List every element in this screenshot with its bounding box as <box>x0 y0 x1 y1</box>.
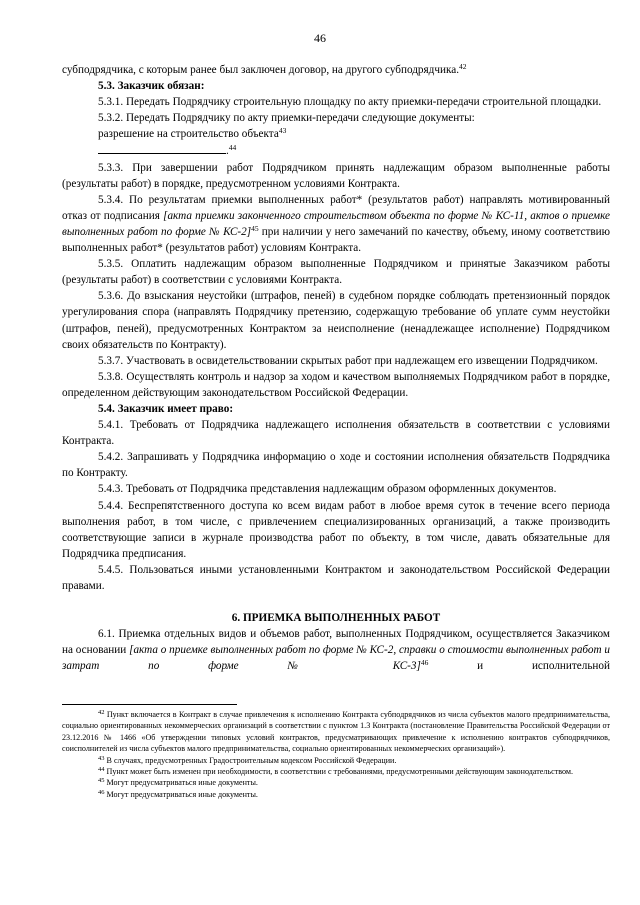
blank-field[interactable] <box>98 142 226 154</box>
clause-5-3-2-item-text: разрешение на строительство объекта <box>98 128 279 141</box>
clause-5-3-4-text-a: 5.3.4. По результатам приемки выполненных работ* (результатов работ) направлять мотивированный отказ от подписания <box>62 193 610 222</box>
clause-5-3-6: 5.3.6. До взыскания неустойки (штрафов, пеней) в судебном порядке соблюдать претензионный порядок урегулирования спора (направлять Подрядчику претензию, содержащую требование об уплате сумм неустойки (штрафов, пеней), предусмотренных Контрактом за неисполнение (ненадлежащее исполнение) Подрядчиком своих обязательств по Контракту). <box>62 290 610 351</box>
footnote-text: В случаях, предусмотренных Градостроительным кодексом Российской Федерации. <box>104 755 397 765</box>
footnote-label: 42 <box>98 709 105 716</box>
intro-paragraph <box>62 62 610 78</box>
clause-5-3-2-item <box>62 126 610 142</box>
clause-5-4-5: 5.4.5. Пользоваться иными установленными Контрактом и законодательством Российской Федерации правами. <box>62 563 610 592</box>
clause-6-1 <box>62 626 610 674</box>
footnote-label: 44 <box>98 766 105 774</box>
section-5-4-title: 5.4. Заказчик имеет право: <box>98 402 234 415</box>
footnote-text: Пункт включается в Контракт в случае привлечения к исполнению Контракта субподрядчиков из числа субъектов малого предпринимательства, социально ориентированных некоммерческих организаций в соответствии с пунктом 1.3 Контракта (постановление Правительства Российской Федерации от 23.12.2016 № 1466 «Об утверждении типовых условий контрактов, предусматривающих привлечение к исполнению контрактов субподрядчиков, соисполнителей из числа субъектов малого предпринимательства, социально ориентированных некоммерческих организаций»). <box>62 710 610 754</box>
clause-6-1-text-a: 6.1. Приемка отдельных видов и объемов работ, выполненных Подрядчиком, осуществляется Заказчиком на основании <box>62 628 610 657</box>
footnote-ref-45[interactable]: 45 <box>251 223 259 233</box>
clause-5-3-8: 5.3.8. Осуществлять контроль и надзор за ходом и качеством выполняемых Подрядчиком работ в порядке, определенном действующим законодательством Российской Федерации. <box>62 370 610 399</box>
page-number: 46 <box>314 31 326 45</box>
footnote-ref-46[interactable]: 46 <box>420 658 429 668</box>
section-5-3-title: 5.3. Заказчик обязан: <box>98 80 205 93</box>
footnote-text: Пункт может быть изменен при необходимости, в соответствии с требованиями, предусмотренными действующим законодательством. <box>104 767 574 777</box>
clause-6-1-italic: [акта о приемке выполненных работ по форме № КС-2, справки о стоимости выполненных работ и затрат по форме № КС-3] <box>62 644 611 673</box>
clause-5-3-4-text-b: при наличии у него замечаний по качеству, объему, иному соответствию выполненных работ* (результатов работ) условиям Контракта. <box>62 225 610 255</box>
footnote-ref-42[interactable]: 42 <box>459 62 467 71</box>
clause-6-1-text-b: и исполнительной <box>428 660 610 673</box>
footnotes <box>62 709 610 800</box>
clause-5-3-2: 5.3.2. Передать Подрядчику по акту приемки-передачи следующие документы: <box>98 112 475 125</box>
document-body <box>62 62 610 674</box>
blank-tail: . <box>226 145 229 158</box>
clause-5-4-1: 5.4.1. Требовать от Подрядчика надлежащего исполнения обязательств в соответствии с условиями Контракта. <box>62 419 610 448</box>
clause-5-3-2-blank-line <box>62 142 610 159</box>
clause-5-4-3: 5.4.3. Требовать от Подрядчика представления надлежащим образом оформленных документов. <box>98 483 557 496</box>
footnote-42 <box>62 709 610 755</box>
clause-5-4-2: 5.4.2. Запрашивать у Подрядчика информацию о ходе и состоянии исполнения обязательств Подрядчика по Контракту. <box>62 451 610 480</box>
footnote-text: Могут предусматриваться иные документы. <box>104 789 258 799</box>
clause-5-3-7: 5.3.7. Участвовать в освидетельствовании скрытых работ при надлежащем его извещении Подрядчиком. <box>98 354 598 367</box>
clause-5-3-4 <box>62 192 610 256</box>
clause-5-4-4: 5.4.4. Беспрепятственного доступа ко всем видам работ в любое время суток в течение всего периода выполнения работ, в том числе, с привлечением специализированных организаций, а также производить соответствующие записи в журнале производства работ по объекту, в том числе, давать обязательные для Подрядчика предписания. <box>62 499 610 560</box>
clause-5-3-1: 5.3.1. Передать Подрядчику строительную площадку по акту приемки-передачи строительной площадки. <box>98 96 602 109</box>
footnote-43 <box>62 755 610 766</box>
footnote-label: 46 <box>98 788 105 796</box>
clause-5-3-3: 5.3.3. При завершении работ Подрядчиком принять надлежащим образом выполненные работы (результаты работ) в порядке, предусмотренном условиями Контракта. <box>62 161 610 190</box>
footnote-45 <box>62 777 610 788</box>
clause-5-3-4-italic: [акта приемки законченного строительством объекта по форме № КС-11, актов о приемке выполненных работ по форме № КС-2] <box>62 209 610 238</box>
footnote-label: 45 <box>98 777 105 785</box>
footnote-text: Могут предусматриваться иные документы. <box>104 778 258 788</box>
footnote-ref-43[interactable]: 43 <box>278 126 287 136</box>
clause-5-3-5: 5.3.5. Оплатить надлежащим образом выполненные Подрядчиком и принятые Заказчиком работы (результаты работ) в соответствии с условиями Контракта. <box>62 258 610 287</box>
footnote-ref-44[interactable]: 44 <box>228 143 237 153</box>
intro-text: субподрядчика, с которым ранее был заключен договор, на другого субподрядчика. <box>62 64 459 76</box>
footnote-46 <box>62 789 610 800</box>
section-6-heading: 6. ПРИЕМКА ВЫПОЛНЕННЫХ РАБОТ <box>231 612 441 625</box>
footnote-label: 43 <box>98 754 105 762</box>
footnote-44 <box>62 766 610 777</box>
footnote-separator <box>62 704 237 705</box>
